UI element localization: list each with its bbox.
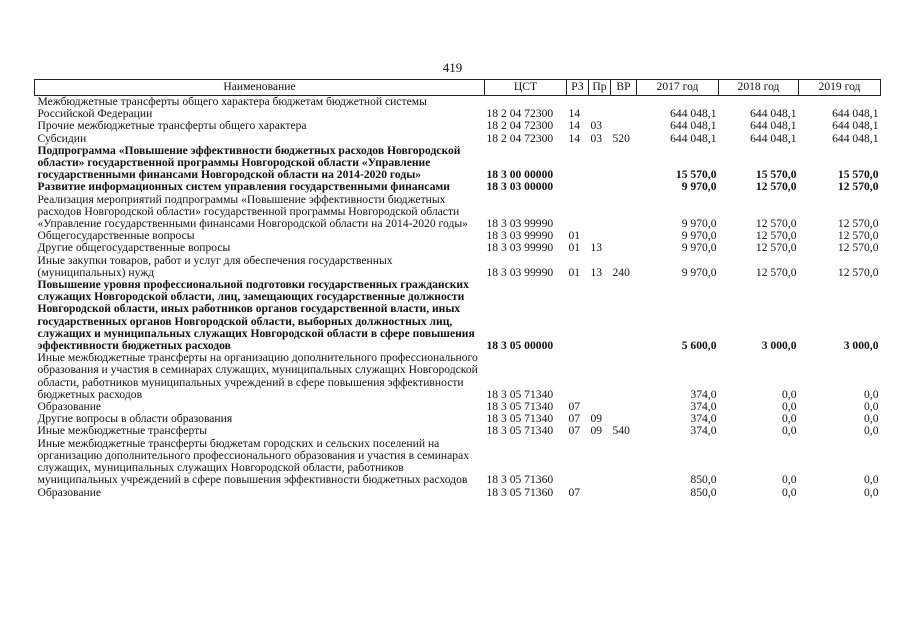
- header-vr: ВР: [611, 80, 637, 96]
- row-value-2018: 12 570,0: [755, 229, 797, 243]
- row-cst: 18 3 00 00000: [486, 168, 554, 182]
- row-name: Другие вопросы в области образования: [37, 412, 233, 426]
- row-value-2019: 644 048,1: [832, 107, 879, 121]
- row-pr: [589, 96, 611, 121]
- table-row: [35, 145, 881, 182]
- header-cst: ЦСТ: [485, 80, 567, 96]
- row-value-2017: 5 600,0: [681, 339, 717, 353]
- row-value-2018: 3 000,0: [761, 339, 797, 353]
- row-value-2017: 850,0: [690, 485, 717, 499]
- row-pr: 13: [590, 265, 603, 279]
- row-rz: [567, 279, 589, 352]
- row-name: Развитие информационных систем управления государственными финансами: [37, 180, 450, 194]
- row-cst: 18 3 03 99990: [486, 229, 554, 243]
- row-cst: 18 3 03 99990: [486, 241, 554, 255]
- row-pr: [589, 487, 611, 499]
- row-name: Иные закупки товаров, работ и услуг для обеспечения государственных (муниципальных) нужд: [37, 253, 393, 279]
- row-rz: 07: [568, 412, 581, 426]
- table-row: [35, 438, 881, 487]
- row-name: Подпрограмма «Повышение эффективности бюджетных расходов Новгородской области» государственной программы Новгородской области «Управление государственными финансами Новгородской области на 2014-2020 годы»: [37, 143, 461, 182]
- row-value-2019: 0,0: [864, 387, 879, 401]
- row-value-2017: 15 570,0: [675, 168, 717, 182]
- row-value-2019: 0,0: [864, 424, 879, 438]
- row-cst: 18 3 03 00000: [486, 180, 554, 194]
- row-name: Прочие межбюджетные трансферты общего характера: [37, 119, 307, 133]
- row-rz: [567, 194, 589, 231]
- row-vr: [611, 279, 637, 352]
- table-row: [35, 279, 881, 352]
- row-name: Субсидии: [37, 131, 87, 145]
- row-name: Иные межбюджетные трансферты бюджетам городских и сельских поселений на организацию дополнительного профессионального образования и участия в семинарах служащих, муниципальных служащих Новгородской области, работников муниципальных учреждений в сфере повышения эффективности бюджетных расходов: [37, 436, 470, 487]
- row-cst: 18 3 05 71360: [486, 485, 554, 499]
- header-rz: РЗ: [567, 80, 589, 96]
- row-cst: 18 3 05 71340: [486, 400, 554, 414]
- row-value-2018: 0,0: [782, 412, 797, 426]
- row-rz: 01: [568, 265, 581, 279]
- row-value-2019: 644 048,1: [832, 131, 879, 145]
- row-cst: 18 3 03 99990: [486, 217, 554, 231]
- row-value-2017: 9 970,0: [681, 217, 717, 231]
- row-value-2017: 644 048,1: [670, 131, 717, 145]
- row-cst: 18 3 05 00000: [486, 339, 554, 353]
- row-value-2019: 0,0: [864, 485, 879, 499]
- row-pr: [589, 181, 611, 193]
- row-name: Другие общегосударственные вопросы: [37, 241, 231, 255]
- header-name: Наименование: [35, 80, 485, 96]
- row-value-2018: 15 570,0: [755, 168, 797, 182]
- row-rz: 01: [568, 241, 581, 255]
- row-vr: [611, 230, 637, 242]
- row-vr: [611, 120, 637, 132]
- row-rz: 14: [568, 131, 581, 145]
- row-value-2019: 15 570,0: [837, 168, 879, 182]
- row-cst: 18 2 04 72300: [486, 119, 554, 133]
- row-value-2019: 12 570,0: [837, 180, 879, 194]
- row-value-2018: 12 570,0: [755, 265, 797, 279]
- table-row: [35, 255, 881, 279]
- row-cst: 18 3 05 71340: [486, 424, 554, 438]
- row-name: Межбюджетные трансферты общего характера бюджетам бюджетной системы Российской Федерации: [37, 95, 427, 121]
- row-value-2018: 12 570,0: [755, 241, 797, 255]
- row-value-2019: 12 570,0: [837, 217, 879, 231]
- row-cst: 18 3 05 71340: [486, 412, 554, 426]
- row-value-2018: 644 048,1: [750, 107, 797, 121]
- row-name: Образование: [37, 485, 102, 499]
- row-rz: 14: [568, 107, 581, 121]
- header-2017: 2017 год: [637, 80, 719, 96]
- row-value-2019: 644 048,1: [832, 119, 879, 133]
- table-header: [35, 80, 881, 96]
- table-body: [35, 96, 881, 499]
- row-rz: 07: [568, 400, 581, 414]
- row-pr: 13: [590, 241, 603, 255]
- header-2019: 2019 год: [799, 80, 881, 96]
- row-pr: [589, 194, 611, 231]
- row-pr: 09: [590, 412, 603, 426]
- row-vr: [611, 438, 637, 487]
- row-name: Повышение уровня профессиональной подготовки государственных гражданских служащих Новгородской области, лиц, замещающих государственные должности Новгородской области, иных работников органов государственной власти, иных государственных органов Новгородской области, выборных должностных лиц, служащих и муниципальных служащих Новгородской области в сфере повышения эффективности бюджетных расходов: [37, 278, 475, 353]
- row-cst: 18 2 04 72300: [486, 131, 554, 145]
- row-rz: 07: [568, 424, 581, 438]
- row-value-2018: 0,0: [782, 387, 797, 401]
- row-pr: [589, 352, 611, 401]
- row-value-2017: 374,0: [690, 424, 717, 438]
- row-vr: [611, 145, 637, 182]
- table-row: [35, 133, 881, 145]
- row-cst: 18 2 04 72300: [486, 107, 554, 121]
- row-value-2019: 0,0: [864, 473, 879, 487]
- row-value-2018: 0,0: [782, 485, 797, 499]
- row-rz: 01: [568, 229, 581, 243]
- row-value-2017: 850,0: [690, 473, 717, 487]
- row-value-2019: 0,0: [864, 400, 879, 414]
- row-vr: [611, 352, 637, 401]
- table-row: [35, 96, 881, 121]
- row-value-2017: 9 970,0: [681, 180, 717, 194]
- row-value-2019: 12 570,0: [837, 241, 879, 255]
- row-rz: [567, 181, 589, 193]
- row-cst: 18 3 05 71340: [486, 387, 554, 401]
- row-vr: [611, 96, 637, 121]
- row-value-2017: 374,0: [690, 387, 717, 401]
- table-row: [35, 487, 881, 499]
- row-value-2018: 0,0: [782, 473, 797, 487]
- budget-table: [34, 79, 881, 499]
- row-vr: [611, 401, 637, 413]
- row-value-2018: 0,0: [782, 424, 797, 438]
- row-pr: 03: [590, 131, 603, 145]
- row-pr: [589, 279, 611, 352]
- row-value-2017: 9 970,0: [681, 229, 717, 243]
- header-2018: 2018 год: [719, 80, 799, 96]
- row-value-2018: 12 570,0: [755, 180, 797, 194]
- row-pr: [589, 438, 611, 487]
- row-name: Иные межбюджетные трансферты: [37, 424, 208, 438]
- row-name: Реализация мероприятий подпрограммы «Повышение эффективности бюджетных расходов Новгородской области» государственной программы Новгородской области «Управление государственными финансами Новгородской области на 2014-2020 годы»: [37, 192, 468, 231]
- row-value-2019: 12 570,0: [837, 265, 879, 279]
- header-pr: Пр: [589, 80, 611, 96]
- row-cst: 18 3 03 99990: [486, 265, 554, 279]
- row-vr: 520: [612, 131, 630, 145]
- table-row: [35, 425, 881, 437]
- row-value-2019: 3 000,0: [843, 339, 879, 353]
- row-value-2018: 0,0: [782, 400, 797, 414]
- row-cst: 18 3 05 71360: [486, 473, 554, 487]
- row-value-2019: 0,0: [864, 412, 879, 426]
- row-vr: 540: [612, 424, 630, 438]
- row-rz: [567, 145, 589, 182]
- row-vr: [611, 242, 637, 254]
- row-vr: [611, 181, 637, 193]
- row-pr: 03: [590, 119, 603, 133]
- row-value-2017: 644 048,1: [670, 107, 717, 121]
- row-pr: [589, 145, 611, 182]
- row-name: Общегосударственные вопросы: [37, 229, 195, 243]
- row-value-2017: 374,0: [690, 412, 717, 426]
- row-name: Образование: [37, 400, 102, 414]
- row-rz: [567, 438, 589, 487]
- row-vr: [611, 487, 637, 499]
- row-pr: 09: [590, 424, 603, 438]
- row-value-2017: 374,0: [690, 400, 717, 414]
- row-value-2018: 12 570,0: [755, 217, 797, 231]
- table-row: [35, 242, 881, 254]
- row-value-2017: 9 970,0: [681, 265, 717, 279]
- table-row: [35, 181, 881, 193]
- row-name: Иные межбюджетные трансферты на организацию дополнительного профессионального образования и участия в семинарах служащих, муниципальных служащих Новгородской области, работников муниципальных учреждений в сфере повышения эффективности бюджетных расходов: [37, 351, 478, 401]
- row-vr: 240: [612, 265, 630, 279]
- table-row: [35, 194, 881, 231]
- row-value-2017: 9 970,0: [681, 241, 717, 255]
- row-value-2017: 644 048,1: [670, 119, 717, 133]
- table-row: [35, 352, 881, 401]
- row-value-2019: 12 570,0: [837, 229, 879, 243]
- row-value-2018: 644 048,1: [750, 119, 797, 133]
- row-value-2018: 644 048,1: [750, 131, 797, 145]
- row-rz: 14: [568, 119, 581, 133]
- page-number: 419: [442, 60, 463, 75]
- row-vr: [611, 194, 637, 231]
- table-row: [35, 120, 881, 132]
- row-rz: 07: [568, 485, 581, 499]
- row-rz: [567, 352, 589, 401]
